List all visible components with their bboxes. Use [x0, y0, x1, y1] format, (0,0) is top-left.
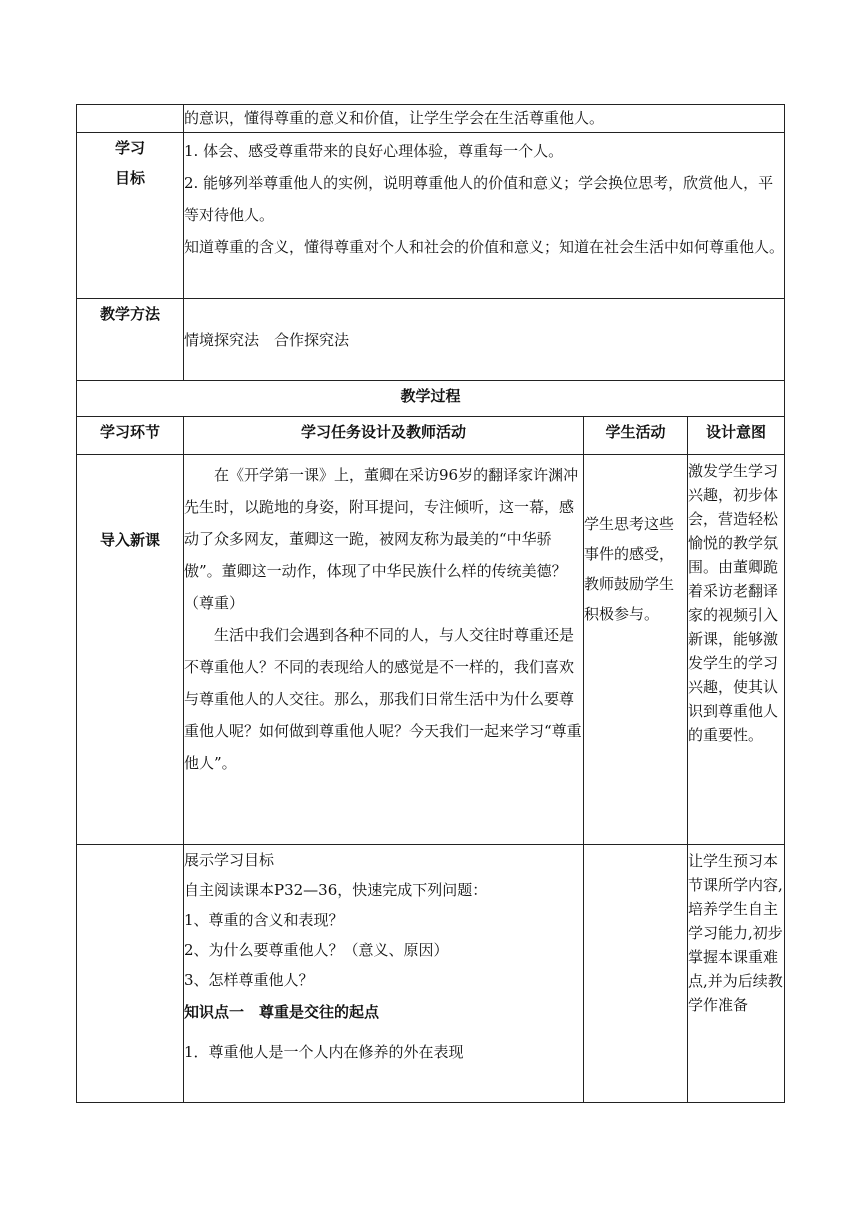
intro-paragraph: 在《开学第一课》上，董卿在采访96岁的翻译家许渊冲先生时，以跪地的身姿，附耳提问，专注倾听，这一幕，感动了众多网友，董卿这一跪，被网友称为最美的“中华骄傲”。董卿这一动作，体现了中华民族什么样的传统美德？（尊重）: [184, 466, 579, 612]
intro-stage: 导入新课: [77, 455, 184, 845]
study-task: [184, 845, 584, 1103]
knowledge-title: 知识点一 尊重是交往的起点: [184, 1003, 380, 1021]
objective-item: 2. 能够列举尊重他人的实例，说明尊重他人的价值和意义；学会换位思考，欣赏他人，平等对待他人。: [184, 174, 774, 224]
study-line: 1、尊重的含义和表现？: [184, 911, 344, 929]
header-design-intent: 设计意图: [688, 417, 785, 455]
study-stage: [77, 845, 184, 1103]
knowledge-point: 1．尊重他人是一个人内在修养的外在表现: [184, 1043, 464, 1061]
process-title: 教学过程: [77, 381, 785, 417]
empty-label-cell: [77, 105, 184, 133]
methods-label: 教学方法: [77, 299, 184, 381]
study-design-intent: 让学生预习本节课所学内容,培养学生自主学习能力,初步掌握本课重难点,并为后续教学作准备: [688, 845, 785, 1103]
study-line: 展示学习目标: [184, 851, 275, 869]
process-header-row: [77, 417, 785, 455]
header-stage: 学习环节: [77, 417, 184, 455]
intro-student-activity: 学生思考这些事件的感受，教师鼓励学生积极参与。: [584, 455, 688, 845]
objective-item: 知道尊重的含义，懂得尊重对个人和社会的价值和意义；知道在社会生活中如何尊重他人。: [184, 238, 785, 256]
study-line: 2、为什么要尊重他人？（意义、原因）: [184, 941, 449, 959]
objectives-row: [77, 133, 785, 299]
study-row: [77, 845, 785, 1103]
intro-row: [77, 455, 785, 845]
header-student-activity: 学生活动: [584, 417, 688, 455]
objectives-label-line2: 目标: [114, 169, 145, 187]
study-line: 自主阅读课本P32—36，快速完成下列问题：: [184, 881, 488, 899]
continuation-row: [77, 105, 785, 133]
methods-row: [77, 299, 785, 381]
objective-item: 1. 体会、感受尊重带来的良好心理体验，尊重每一个人。: [184, 142, 564, 160]
objectives-label: [77, 133, 184, 299]
continuation-text: 的意识，懂得尊重的意义和价值，让学生学会在生活尊重他人。: [184, 105, 785, 133]
study-line: 3、怎样尊重他人？: [184, 971, 314, 989]
objectives-label-line1: 学习: [114, 139, 145, 157]
intro-task: [184, 455, 584, 845]
methods-text: 情境探究法 合作探究法: [184, 299, 785, 381]
lesson-plan-table: [76, 104, 785, 1103]
study-student-activity: [584, 845, 688, 1103]
intro-paragraph: 生活中我们会遇到各种不同的人，与人交往时尊重还是不尊重他人？不同的表现给人的感觉是不一样的，我们喜欢与尊重他人的人交往。那么，那我们日常生活中为什么要尊重他人呢？如何做到尊重他人呢？今天我们一起来学习“尊重他人”。: [184, 626, 582, 772]
intro-design-intent: 激发学生学习兴趣，初步体会，营造轻松愉悦的教学氛围。由董卿跪着采访老翻译家的视频引入新课，能够激发学生的学习兴趣，使其认识到尊重他人的重要性。: [688, 455, 785, 845]
process-title-row: [77, 381, 785, 417]
header-task: 学习任务设计及教师活动: [184, 417, 584, 455]
objectives-content: [184, 133, 785, 299]
